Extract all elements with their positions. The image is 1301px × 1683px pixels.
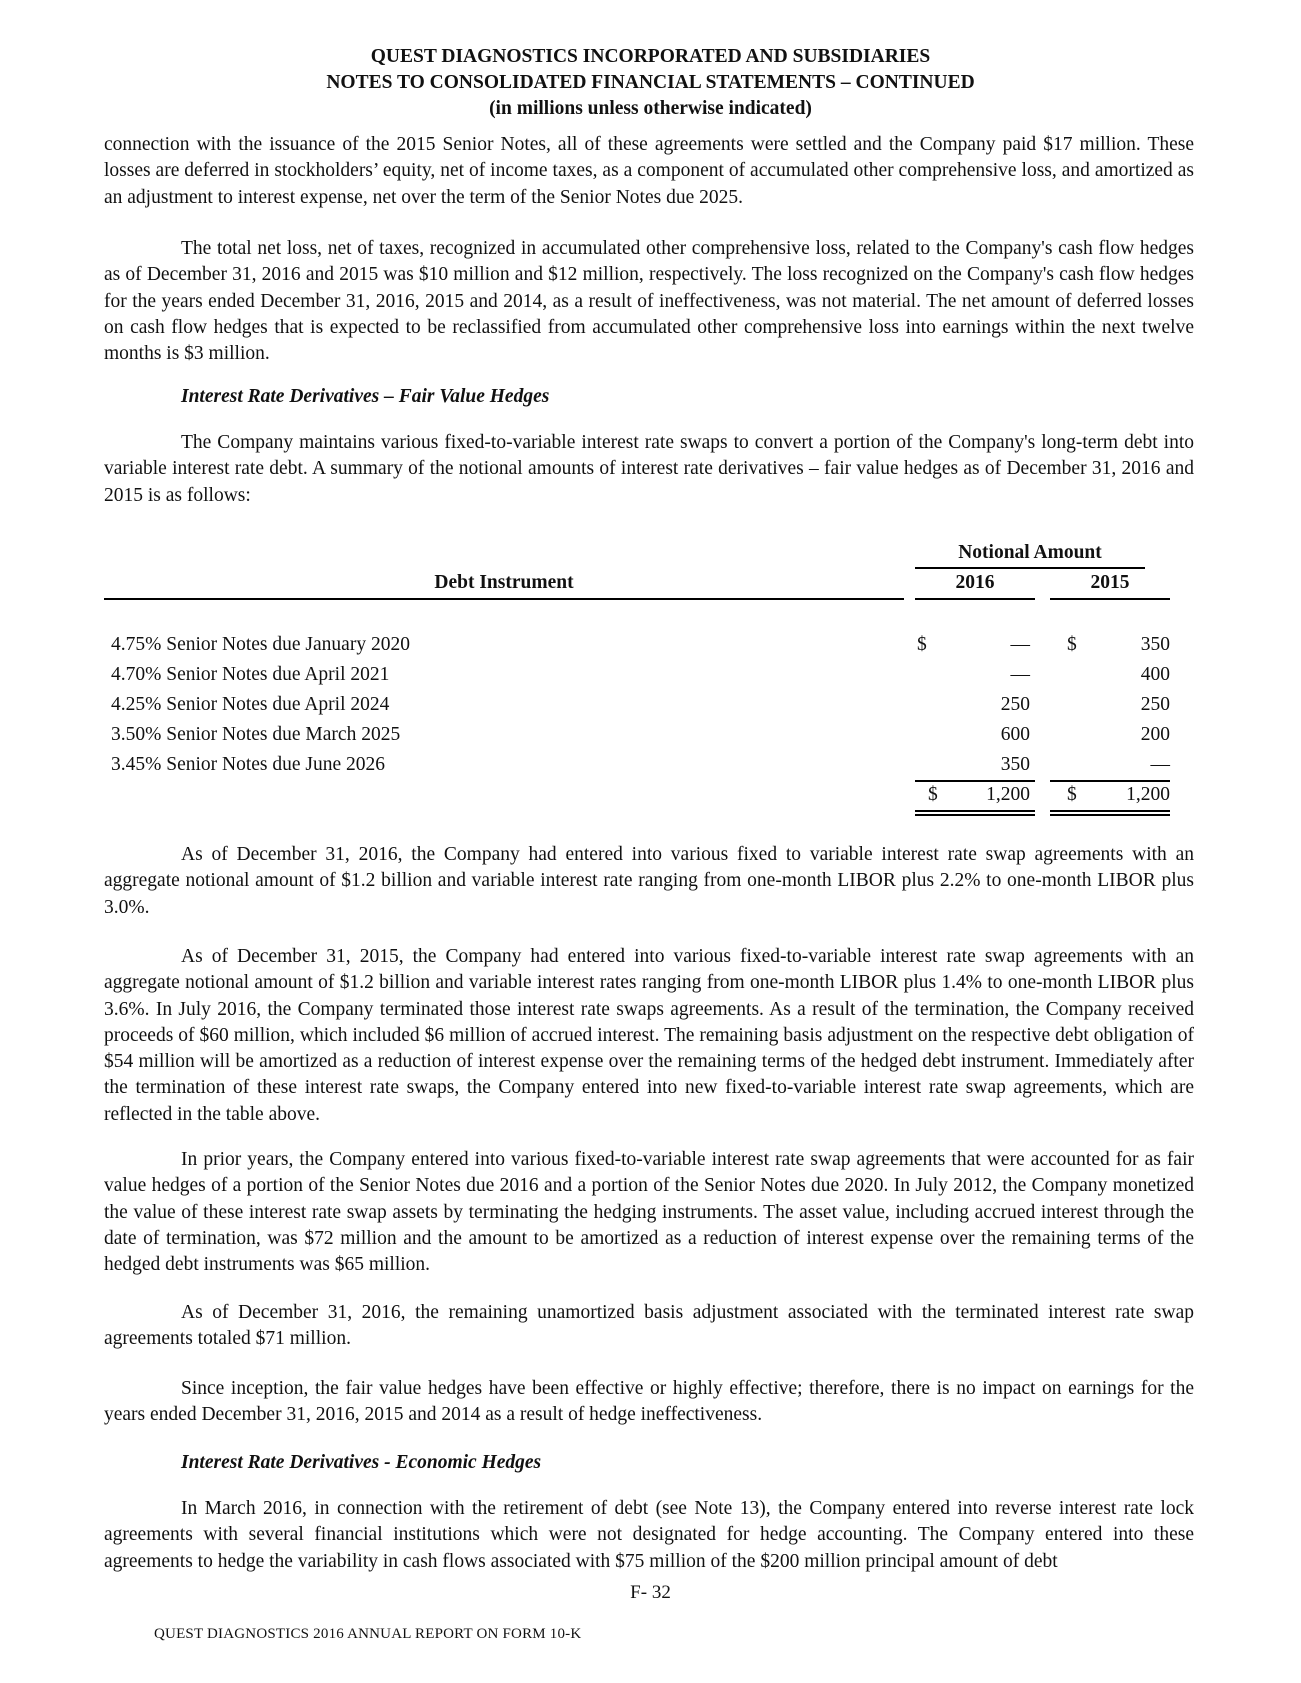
instrument-column-rule <box>104 598 904 600</box>
column-header-2016: 2016 <box>955 572 995 593</box>
double-rule-top-2016 <box>915 810 1035 812</box>
table-row-value-2015: 400 <box>1140 664 1170 685</box>
subheading-economic-hedges: Interest Rate Derivatives - Economic Hedges <box>181 1452 542 1473</box>
currency-symbol: $ <box>917 634 927 655</box>
table-row-value-2016: 350 <box>1000 754 1030 775</box>
total-2016: 1,200 <box>986 784 1030 805</box>
header-company: QUEST DIAGNOSTICS INCORPORATED AND SUBSIDIARIES <box>370 46 931 67</box>
table-row-value-2016: 600 <box>1000 724 1030 745</box>
paragraph-fixed-to-variable-swaps: The Company maintains various fixed-to-variable interest rate swaps to convert a portion of the Company's long-term debt into variable interest rate debt. A summary of the notional amounts of interest rate derivatives – fair value hedges as of December 31, 2016 and 2015 is as follows: <box>104 432 1194 506</box>
paragraph-net-loss: The total net loss, net of taxes, recognized in accumulated other comprehensive loss, related to the Company's cash flow hedges as of December 31, 2016 and 2015 was $10 million and $12 million, respectively. The loss recognized on the Company's cash flow hedges for the years ended December 31, 2016, 2015 and 2014, as a result of ineffectiveness, was not material. The net amount of deferred losses on cash flow hedges that is expected to be reclassified from accumulated other comprehensive loss into earnings within the next twelve months is $3 million. <box>104 238 1194 365</box>
paragraph-unamortized-basis: As of December 31, 2016, the remaining unamortized basis adjustment associated with the terminated interest rate swap agreements totaled $71 million. <box>104 1302 1194 1350</box>
currency-symbol: $ <box>1067 784 1077 805</box>
subheading-fair-value-hedges: Interest Rate Derivatives – Fair Value Hedges <box>181 386 550 407</box>
table-row-value-2015: 200 <box>1140 724 1170 745</box>
table-row-value-2015: 350 <box>1140 634 1170 655</box>
table-row-value-2015: 250 <box>1140 694 1170 715</box>
column-2016-rule <box>915 598 1035 600</box>
column-header-debt-instrument: Debt Instrument <box>434 572 574 593</box>
double-rule-bottom-2015 <box>1050 814 1170 816</box>
header-rule <box>915 567 1145 569</box>
paragraph-hedge-effectiveness: Since inception, the fair value hedges have been effective or highly effective; therefore, there is no impact on earnings for the years ended December 31, 2016, 2015 and 2014 as a result of hedge ineffectiveness. <box>104 1378 1194 1426</box>
table-row-instrument: 4.25% Senior Notes due April 2024 <box>111 694 390 715</box>
total-2015: 1,200 <box>1126 784 1170 805</box>
header-title: NOTES TO CONSOLIDATED FINANCIAL STATEMENTS – CONTINUED <box>326 72 975 93</box>
double-rule-top-2015 <box>1050 810 1170 812</box>
column-header-2015: 2015 <box>1090 572 1130 593</box>
currency-symbol: $ <box>928 784 938 805</box>
header-units: (in millions unless otherwise indicated) <box>489 98 812 119</box>
table-row-instrument: 3.50% Senior Notes due March 2025 <box>111 724 401 745</box>
paragraph-reverse-rate-lock: In March 2016, in connection with the retirement of debt (see Note 13), the Company entered into reverse interest rate lock agreements with several financial institutions which were not designated for hedge accounting. The Company entered into these agreements to hedge the variability in cash flows associated with $75 million of the $200 million principal amount of debt <box>104 1498 1194 1572</box>
table-row-value-2016: — <box>1010 634 1030 655</box>
column-2015-rule <box>1050 598 1170 600</box>
notional-amount-header: Notional Amount <box>958 542 1102 563</box>
page-number: F- 32 <box>630 1582 671 1603</box>
table-row-instrument: 4.75% Senior Notes due January 2020 <box>111 634 410 655</box>
table-row-value-2015: — <box>1150 754 1170 775</box>
table-row-instrument: 3.45% Senior Notes due June 2026 <box>111 754 386 775</box>
double-rule-bottom-2016 <box>915 814 1035 816</box>
table-row-instrument: 4.70% Senior Notes due April 2021 <box>111 664 390 685</box>
paragraph-prior-years: In prior years, the Company entered into various fixed-to-variable interest rate swap agreements that were accounted for as fair value hedges of a portion of the Senior Notes due 2016 and a portion of the Senior Notes due 2020. In July 2012, the Company monetized the value of these interest rate swap assets by terminating the hedging instruments. The asset value, including accrued interest through the date of termination, was $72 million and the amount to be amortized as a reduction of interest expense over the remaining terms of the hedged debt instruments was $65 million. <box>104 1149 1194 1276</box>
paragraph-cash-flow-settlement: connection with the issuance of the 2015 Senior Notes, all of these agreements were settled and the Company paid $17 million. These losses are deferred in stockholders’ equity, net of income taxes, as a component of accumulated other comprehensive loss, and amortized as an adjustment to interest expense, net over the term of the Senior Notes due 2025. <box>104 134 1194 208</box>
table-row-value-2016: 250 <box>1000 694 1030 715</box>
report-footer: QUEST DIAGNOSTICS 2016 ANNUAL REPORT ON FORM 10-K <box>154 1626 582 1642</box>
currency-symbol: $ <box>1067 634 1077 655</box>
table-row-value-2016: — <box>1010 664 1030 685</box>
paragraph-2016-swaps: As of December 31, 2016, the Company had entered into various fixed to variable interest rate swap agreements with an aggregate notional amount of $1.2 billion and variable interest rate ranging from one-month LIBOR plus 2.2% to one-month LIBOR plus 3.0%. <box>104 844 1194 918</box>
paragraph-2015-swaps: As of December 31, 2015, the Company had entered into various fixed-to-variable interest rate swap agreements with an aggregate notional amount of $1.2 billion and variable interest rates ranging from one-month LIBOR plus 1.4% to one-month LIBOR plus 3.6%. In July 2016, the Company terminated those interest rate swaps agreements. As a result of the termination, the Company received proceeds of $60 million, which included $6 million of accrued interest. The remaining basis adjustment on the respective debt obligation of $54 million will be amortized as a reduction of interest expense over the remaining terms of the hedged debt instrument. Immediately after the termination of these interest rate swaps, the Company entered into new fixed-to-variable interest rate swap agreements, which are reflected in the table above. <box>104 946 1194 1125</box>
